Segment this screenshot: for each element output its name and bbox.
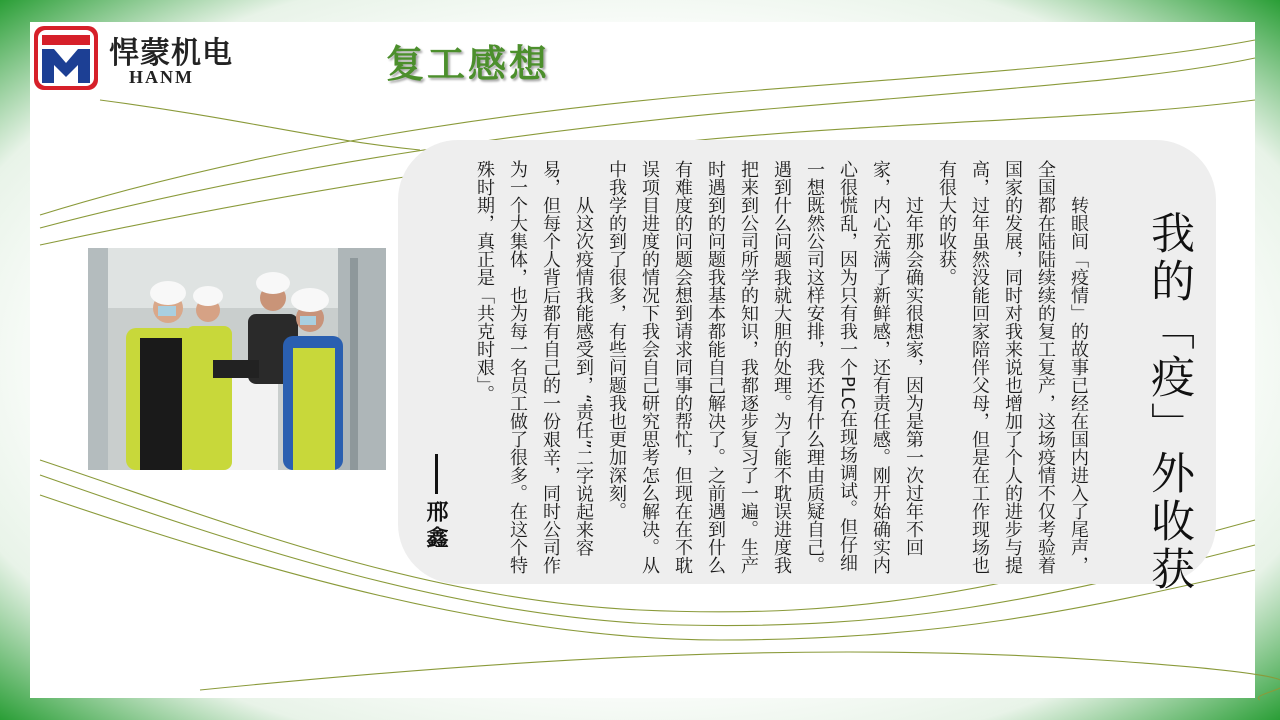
article-paragraph-3: 从这次疫情我能感受到，“责任”二字说起来容易，但每个人背后都有自己的一份艰辛，同时公司作为一个大集体，也为每一名员工做了很多。在这个特殊时期，真正是「共克时艰」。 <box>474 160 594 574</box>
signature-dash <box>435 454 438 494</box>
article-title: 我的「疫」外收获 <box>1143 210 1194 594</box>
hm-logo-icon <box>33 25 99 91</box>
article-body <box>425 160 1095 580</box>
article-paragraph-2: 过年那会确实很想家，因为是第一次过年不回家，内心充满了新鲜感，还有责任感。刚开始确实内心很慌乱，因为只有我一个PLC在现场调试。但仔细一想既然公司这样安排，我还有什么理由质疑自己。遇到什么问题我就大胆的处理。为了能不耽误进度我把来到公司所学的知识，我都逐步复习了一遍。生产时遇到的问题我基本都能自己解决了。之前遇到什么有难度的问题会想到请求同事的帮忙，但现在在不耽误项目进度的情况下我会自己研究思考怎么解决。从中我学的到了很多，有些问题我也更加深刻。 <box>606 160 924 574</box>
author-name: 邢鑫 <box>423 500 448 552</box>
workers-photo <box>88 248 386 470</box>
author-signature <box>416 450 456 560</box>
brand-name-cn: 悍蒙机电 <box>109 36 233 71</box>
page-title: 复工感想 <box>386 42 551 86</box>
article-paragraph-1: 转眼间「疫情」的故事已经在国内进入了尾声，全国都在陆陆续续的复工复产，这场疫情不仅考验着国家的发展，同时对我来说也增加了个人的进步与提高，过年虽然没能回家陪伴父母，但是在工作现场也有很大的收获。 <box>936 160 1089 574</box>
brand-name-en: HANM <box>129 67 194 87</box>
